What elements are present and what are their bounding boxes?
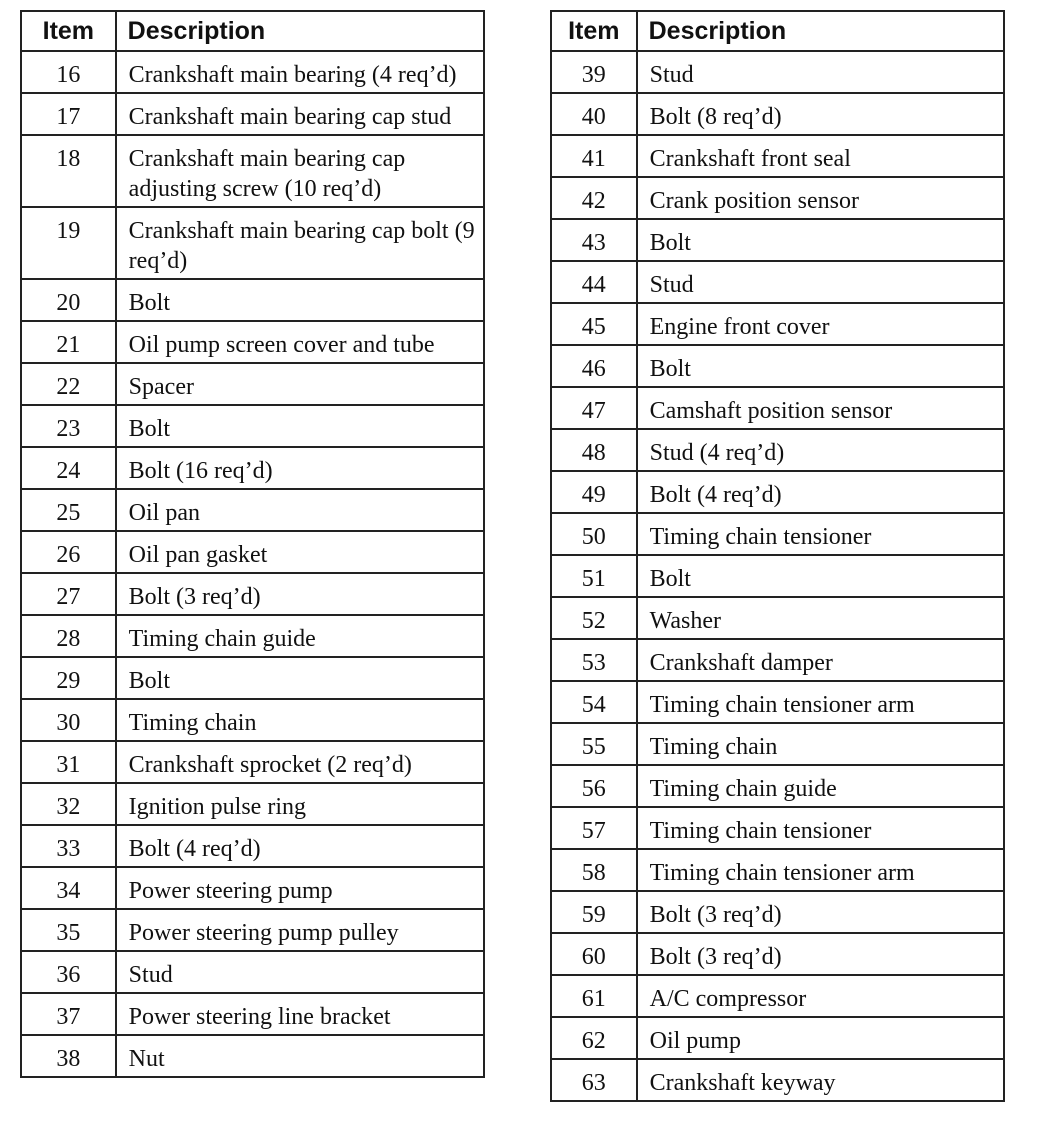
item-number: 63	[551, 1059, 637, 1101]
item-description: Bolt (8 req’d)	[637, 93, 1004, 135]
table-row	[21, 321, 484, 363]
table-row	[551, 849, 1004, 891]
table-row	[21, 909, 484, 951]
table-row	[551, 597, 1004, 639]
item-number: 27	[21, 573, 116, 615]
item-description: Power steering line bracket	[116, 993, 484, 1035]
item-description: Timing chain guide	[116, 615, 484, 657]
table-row	[551, 555, 1004, 597]
item-description: Oil pan gasket	[116, 531, 484, 573]
item-description: Timing chain tensioner	[637, 513, 1004, 555]
item-number: 29	[21, 657, 116, 699]
item-description: Crankshaft damper	[637, 639, 1004, 681]
item-number: 62	[551, 1017, 637, 1059]
item-number: 46	[551, 345, 637, 387]
table-row	[551, 387, 1004, 429]
item-description: Crankshaft sprocket (2 req’d)	[116, 741, 484, 783]
table-row	[21, 405, 484, 447]
table-row	[551, 93, 1004, 135]
item-description: Bolt	[637, 345, 1004, 387]
item-description: Bolt (4 req’d)	[637, 471, 1004, 513]
column-header-item: Item	[21, 11, 116, 51]
item-description: Bolt	[116, 279, 484, 321]
item-description: Crankshaft front seal	[637, 135, 1004, 177]
item-number: 35	[21, 909, 116, 951]
item-description: Bolt	[116, 657, 484, 699]
item-number: 59	[551, 891, 637, 933]
table-row	[551, 765, 1004, 807]
item-description: Crankshaft main bearing (4 req’d)	[116, 51, 484, 93]
item-number: 44	[551, 261, 637, 303]
item-number: 38	[21, 1035, 116, 1077]
item-description: Bolt (3 req’d)	[637, 891, 1004, 933]
table-row	[21, 279, 484, 321]
item-number: 39	[551, 51, 637, 93]
item-number: 26	[21, 531, 116, 573]
item-number: 34	[21, 867, 116, 909]
item-number: 41	[551, 135, 637, 177]
item-description: Bolt	[637, 219, 1004, 261]
item-number: 54	[551, 681, 637, 723]
item-description: Washer	[637, 597, 1004, 639]
table-body-right	[551, 51, 1004, 1101]
item-number: 60	[551, 933, 637, 975]
table-row	[21, 825, 484, 867]
item-number: 19	[21, 207, 116, 279]
item-description: Timing chain	[116, 699, 484, 741]
item-number: 32	[21, 783, 116, 825]
table-row	[551, 135, 1004, 177]
table-header-row	[551, 11, 1004, 51]
item-number: 16	[21, 51, 116, 93]
item-description: Engine front cover	[637, 303, 1004, 345]
item-number: 24	[21, 447, 116, 489]
item-description: Ignition pulse ring	[116, 783, 484, 825]
table-row	[551, 177, 1004, 219]
column-header-description: Description	[116, 11, 484, 51]
table-row	[551, 933, 1004, 975]
table-row	[21, 93, 484, 135]
item-number: 48	[551, 429, 637, 471]
item-description: Timing chain tensioner arm	[637, 849, 1004, 891]
item-number: 42	[551, 177, 637, 219]
table-row	[21, 993, 484, 1035]
item-number: 56	[551, 765, 637, 807]
table-row	[551, 807, 1004, 849]
item-description: Oil pump	[637, 1017, 1004, 1059]
table-row	[551, 1059, 1004, 1101]
item-number: 18	[21, 135, 116, 207]
item-description: Bolt	[116, 405, 484, 447]
item-description: Spacer	[116, 363, 484, 405]
item-description: Oil pump screen cover and tube	[116, 321, 484, 363]
item-number: 55	[551, 723, 637, 765]
table-row	[551, 219, 1004, 261]
item-description: Crankshaft main bearing cap stud	[116, 93, 484, 135]
table-row	[21, 573, 484, 615]
item-number: 43	[551, 219, 637, 261]
item-number: 51	[551, 555, 637, 597]
item-description: Nut	[116, 1035, 484, 1077]
parts-table-left	[20, 10, 485, 1078]
table-row	[551, 723, 1004, 765]
table-row	[21, 51, 484, 93]
item-description: Camshaft position sensor	[637, 387, 1004, 429]
item-number: 57	[551, 807, 637, 849]
item-number: 52	[551, 597, 637, 639]
item-number: 22	[21, 363, 116, 405]
item-number: 23	[21, 405, 116, 447]
item-description: Crankshaft keyway	[637, 1059, 1004, 1101]
item-number: 17	[21, 93, 116, 135]
table-row	[551, 681, 1004, 723]
item-description: Bolt	[637, 555, 1004, 597]
item-description: Crankshaft main bearing cap bolt (9 req’d)	[116, 207, 484, 279]
item-number: 53	[551, 639, 637, 681]
item-description: Timing chain guide	[637, 765, 1004, 807]
item-number: 25	[21, 489, 116, 531]
table-row	[21, 867, 484, 909]
table-row	[551, 513, 1004, 555]
table-body-left	[21, 51, 484, 1077]
item-description: Bolt (3 req’d)	[116, 573, 484, 615]
table-row	[21, 363, 484, 405]
table-row	[551, 261, 1004, 303]
table-row	[21, 447, 484, 489]
table-row	[551, 429, 1004, 471]
table-row	[21, 489, 484, 531]
table-row	[551, 639, 1004, 681]
table-row	[551, 891, 1004, 933]
item-description: Stud	[637, 51, 1004, 93]
item-description: Timing chain tensioner	[637, 807, 1004, 849]
item-number: 50	[551, 513, 637, 555]
item-number: 30	[21, 699, 116, 741]
table-row	[551, 51, 1004, 93]
item-number: 49	[551, 471, 637, 513]
item-description: Bolt (3 req’d)	[637, 933, 1004, 975]
table-row	[21, 699, 484, 741]
item-number: 31	[21, 741, 116, 783]
table-row	[21, 207, 484, 279]
item-description: Stud	[116, 951, 484, 993]
item-number: 21	[21, 321, 116, 363]
table-row	[551, 975, 1004, 1017]
table-row	[551, 345, 1004, 387]
table-header-row	[21, 11, 484, 51]
item-description: Timing chain tensioner arm	[637, 681, 1004, 723]
item-description: Oil pan	[116, 489, 484, 531]
item-number: 47	[551, 387, 637, 429]
table-row	[21, 1035, 484, 1077]
item-number: 40	[551, 93, 637, 135]
item-description: Power steering pump pulley	[116, 909, 484, 951]
column-header-item: Item	[551, 11, 637, 51]
item-number: 33	[21, 825, 116, 867]
item-description: Crankshaft main bearing cap adjusting screw (10 req’d)	[116, 135, 484, 207]
table-row	[21, 783, 484, 825]
item-number: 37	[21, 993, 116, 1035]
item-number: 45	[551, 303, 637, 345]
table-row	[551, 471, 1004, 513]
table-row	[21, 615, 484, 657]
item-number: 61	[551, 975, 637, 1017]
table-row	[551, 303, 1004, 345]
item-description: Power steering pump	[116, 867, 484, 909]
column-header-description: Description	[637, 11, 1004, 51]
table-row	[21, 951, 484, 993]
table-row	[21, 135, 484, 207]
item-description: Stud (4 req’d)	[637, 429, 1004, 471]
item-number: 58	[551, 849, 637, 891]
item-description: Timing chain	[637, 723, 1004, 765]
item-description: Crank position sensor	[637, 177, 1004, 219]
item-number: 28	[21, 615, 116, 657]
parts-table-right	[550, 10, 1005, 1102]
table-row	[21, 531, 484, 573]
item-number: 36	[21, 951, 116, 993]
table-row	[21, 741, 484, 783]
item-number: 20	[21, 279, 116, 321]
item-description: Bolt (16 req’d)	[116, 447, 484, 489]
item-description: Bolt (4 req’d)	[116, 825, 484, 867]
table-row	[551, 1017, 1004, 1059]
item-description: Stud	[637, 261, 1004, 303]
item-description: A/C compressor	[637, 975, 1004, 1017]
table-row	[21, 657, 484, 699]
